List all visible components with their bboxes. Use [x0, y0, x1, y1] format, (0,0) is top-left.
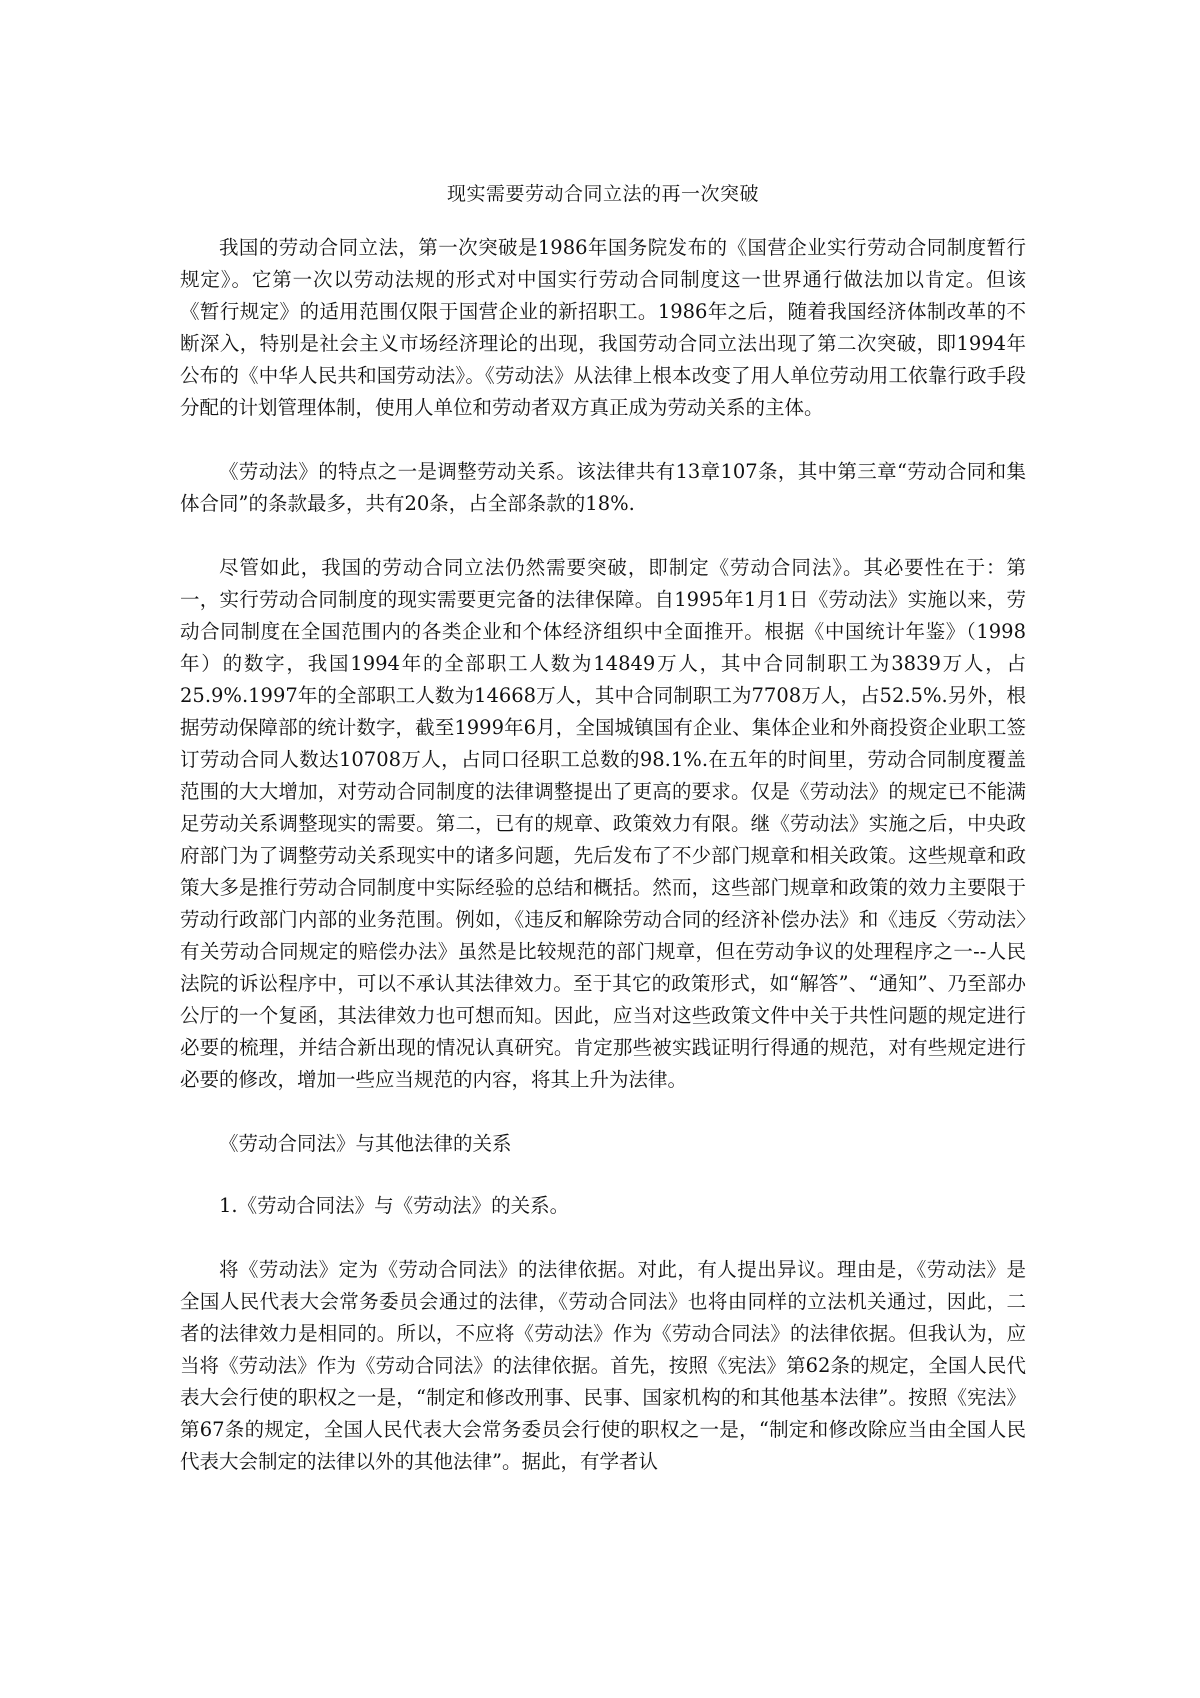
document-title: 现实需要劳动合同立法的再一次突破	[446, 183, 759, 205]
paragraph-first-breakthrough: 我国的劳动合同立法，第一次突破是1986年国务院发布的《国营企业实行劳动合同制度暂行规定》。它第一次以劳动法规的形式对中国实行劳动合同制度这一世界通行做法加以肯定。但该《暂行规定》的适用范围仅限于国营企业的新招职工。1986年之后，随着我国经济体制改革的不断深入，特别是社会主义市场经济理论的出现，我国劳动合同立法出现了第二次突破，即1994年公布的《中华人民共和国劳动法》。《劳动法》从法律上根本改变了用人单位劳动用工依靠行政手段分配的计划管理体制，使用人单位和劳动者双方真正成为劳动关系的主体。	[180, 236, 1026, 419]
sub-heading-relation-1: 1.《劳动合同法》与《劳动法》的关系。	[219, 1194, 570, 1217]
section-heading-relations: 《劳动合同法》与其他法律的关系	[219, 1132, 512, 1155]
paragraph-labor-law-features: 《劳动法》的特点之一是调整劳动关系。该法律共有13章107条，其中第三章“劳动合同和集体合同”的条款最多，共有20条，占全部条款的18%.	[180, 460, 1026, 515]
document-body	[180, 178, 1026, 1478]
paragraph-necessity: 尽管如此，我国的劳动合同立法仍然需要突破，即制定《劳动合同法》。其必要性在于：第一，实行劳动合同制度的现实需要更完备的法律保障。自1995年1月1日《劳动法》实施以来，劳动合同制度在全国范围内的各类企业和个体经济组织中全面推开。根据《中国统计年鉴》（1998年）的数字，我国1994年的全部职工人数为14849万人，其中合同制职工为3839万人，占25.9%.1997年的全部职工人数为14668万人，其中合同制职工为7708万人，占52.5%.另外，根据劳动保障部的统计数字，截至1999年6月，全国城镇国有企业、集体企业和外商投资企业职工签订劳动合同人数达10708万人，占同口径职工总数的98.1%.在五年的时间里，劳动合同制度覆盖范围的大大增加，对劳动合同制度的法律调整提出了更高的要求。仅是《劳动法》的规定已不能满足劳动关系调整现实的需要。第二，已有的规章、政策效力有限。继《劳动法》实施之后，中央政府部门为了调整劳动关系现实中的诸多问题，先后发布了不少部门规章和相关政策。这些规章和政策大多是推行劳动合同制度中实际经验的总结和概括。然而，这些部门规章和政策的效力主要限于劳动行政部门内部的业务范围。例如，《违反和解除劳动合同的经济补偿办法》和《违反〈劳动法〉有关劳动合同规定的赔偿办法》虽然是比较规范的部门规章，但在劳动争议的处理程序之一--人民法院的诉讼程序中，可以不承认其法律效力。至于其它的政策形式，如“解答”、“通知”、乃至部办公厅的一个复函，其法律效力也可想而知。因此，应当对这些政策文件中关于共性问题的规定进行必要的梳理，并结合新出现的情况认真研究。肯定那些被实践证明行得通的规范，对有些规定进行必要的修改，增加一些应当规范的内容，将其上升为法律。	[180, 556, 1026, 1091]
paragraph-legal-basis: 将《劳动法》定为《劳动合同法》的法律依据。对此，有人提出异议。理由是，《劳动法》是全国人民代表大会常务委员会通过的法律，《劳动合同法》也将由同样的立法机关通过，因此，二者的法律效力是相同的。所以，不应将《劳动法》作为《劳动合同法》的法律依据。但我认为，应当将《劳动法》作为《劳动合同法》的法律依据。首先，按照《宪法》第62条的规定，全国人民代表大会行使的职权之一是，“制定和修改刑事、民事、国家机构的和其他基本法律”。按照《宪法》第67条的规定，全国人民代表大会常务委员会行使的职权之一是，“制定和修改除应当由全国人民代表大会制定的法律以外的其他法律”。据此，有学者认	[180, 1258, 1026, 1473]
